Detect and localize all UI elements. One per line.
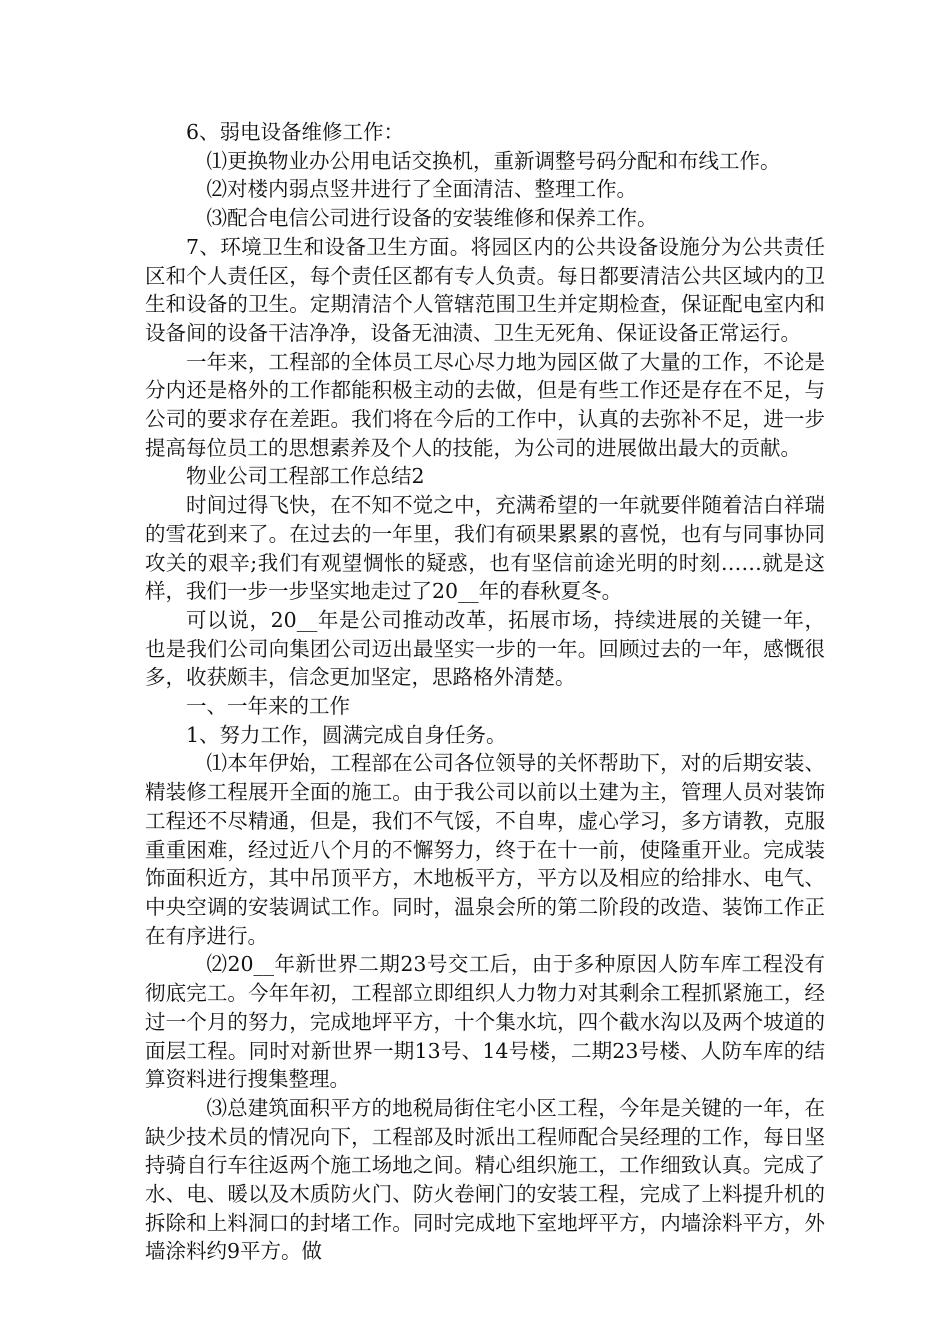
list-item: ⑴本年伊始，工程部在公司各位领导的关怀帮助下，对的后期安装、精装修工程展开全面的施工。由于我公司以前以土建为主，管理人员对装饰工程还不尽精通，但是，我们不气馁，不自卑，虚心学习，多方请教，克服重重困难，经过近八个月的不懈努力，终于在十一前，使隆重开业。完成装饰面积近方，其中吊顶平方，木地板平方，平方以及相应的给排水、电气、中央空调的安装调试工作。同时，温泉会所的第二阶段的改造、装饰工作正在有序进行。 xyxy=(145,751,825,948)
document-page xyxy=(145,118,825,1266)
paragraph-year-summary: 一年来，工程部的全体员工尽心尽力地为园区做了大量的工作，不论是分内还是格外的工作都能积极主动的去做，但是有些工作还是存在不足，与公司的要求存在差距。我们将在今后的工作中，认真的去弥补不足，进一步提高每位员工的思想素养及个人的技能，为公司的进展做出最大的贡献。 xyxy=(145,349,825,460)
list-item: ⑵对楼内弱点竖井进行了全面清洁、整理工作。 xyxy=(206,177,637,202)
section-heading-tasks: 1、努力工作，圆满完成自身任务。 xyxy=(186,722,507,747)
paragraph-overview: 可以说，20__年是公司推动改革，拓展市场，持续进展的关键一年，也是我们公司向集团公司迈出最坚实一步的一年。回顾过去的一年，感慨很多，收获颇丰，信念更加坚定，思路格外清楚。 xyxy=(145,607,825,690)
list-item: ⑴更换物业办公用电话交换机，重新调整号码分配和布线工作。 xyxy=(206,148,781,173)
list-item: ⑶总建筑面积平方的地税局街住宅小区工程，今年是关键的一年，在缺少技术员的情况向下，工程部及时派出工程师配合吴经理的工作，每日坚持骑自行车往返两个施工场地之间。精心组织施工，工作细致认真。完成了水、电、暖以及木质防火门、防火卷闸门的安装工程，完成了上料提升机的拆除和上料洞口的封堵工作。同时完成地下室地坪平方，内墙涂料平方，外墙涂料约9平方。做 xyxy=(145,1095,825,1264)
list-item: ⑵20__年新世界二期23号交工后，由于多种原因人防车库工程没有彻底完工。今年年初，工程部立即组织人力物力对其剩余工程抓紧施工，经过一个月的努力，完成地坪平方，十个集水坑，四个截水沟以及两个坡道的面层工程。同时对新世界一期13号、14号楼，二期23号楼、人防车库的结算资料进行搜集整理。 xyxy=(145,952,825,1092)
document-subtitle: 物业公司工程部工作总结2 xyxy=(186,464,425,489)
section-heading-year-work: 一、一年来的工作 xyxy=(186,694,350,719)
paragraph-environment-hygiene: 7、环境卫生和设备卫生方面。将园区内的公共设备设施分为公共责任区和个人责任区，每个责任区都有专人负责。每日都要清洁公共区域内的卫生和设备的卫生。定期清洁个人管辖范围卫生并定期检查，保证配电室内和设备间的设备干洁净净，设备无油渍、卫生无死角、保证设备正常运行。 xyxy=(145,234,825,345)
list-item: ⑶配合电信公司进行设备的安装维修和保养工作。 xyxy=(206,206,658,231)
section-heading-weak-current: 6、弱电设备维修工作： xyxy=(186,120,405,144)
paragraph-intro: 时间过得飞快，在不知不觉之中，充满希望的一年就要伴随着洁白祥瑞的雪花到来了。在过去的一年里，我们有硕果累累的喜悦，也有与同事协同攻关的艰辛;我们有观望惆怅的疑惑，也有坚信前途光明的时刻……就是这样，我们一步一步坚实地走过了20__年的春秋夏冬。 xyxy=(145,493,825,604)
